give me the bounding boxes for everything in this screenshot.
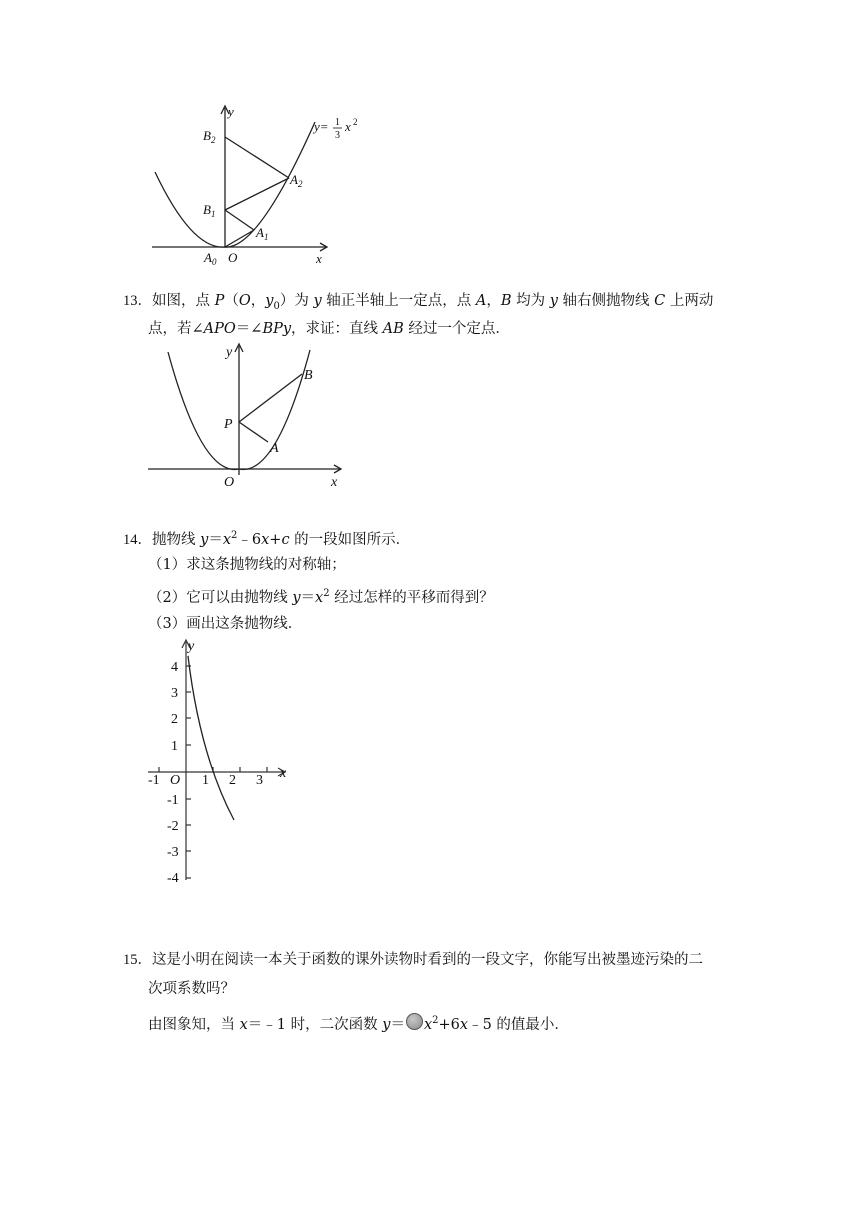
var-y: y bbox=[382, 1016, 391, 1033]
point-b-label: B bbox=[304, 368, 313, 383]
point-a1-label: $A_1$ bbox=[256, 225, 269, 242]
y-tick-label: -3 bbox=[167, 845, 179, 860]
figure-q14 bbox=[140, 636, 300, 886]
exponent: 2 bbox=[231, 530, 238, 541]
y-tick-label: 3 bbox=[171, 686, 178, 701]
var-y0: y bbox=[265, 293, 274, 309]
point-a0-label: $A_0$ bbox=[204, 250, 217, 267]
var-x: x bbox=[315, 589, 324, 606]
text: ＝ bbox=[208, 531, 223, 548]
text: + bbox=[269, 531, 282, 548]
text: 如图，点 bbox=[152, 293, 215, 309]
text: ，求证：直线 bbox=[291, 321, 383, 337]
text: ）为 bbox=[279, 293, 314, 309]
var-x: x bbox=[261, 531, 270, 548]
var-b: B bbox=[500, 293, 512, 309]
question-14-part-1: （1）求这条抛物线的对称轴； bbox=[148, 557, 346, 573]
question-14-stem bbox=[123, 526, 410, 550]
point-p-label: P bbox=[224, 417, 233, 432]
point-a2-label: $A_2$ bbox=[290, 172, 303, 189]
segment-b2-a2 bbox=[225, 137, 289, 178]
text: ， bbox=[250, 293, 266, 309]
exponent: 2 bbox=[323, 588, 330, 599]
x-tick-label: -1 bbox=[148, 773, 160, 788]
question-15-line-3 bbox=[148, 1011, 569, 1035]
text: （ bbox=[224, 293, 239, 309]
y-axis-label: y bbox=[226, 345, 233, 360]
x-axis-label: x bbox=[316, 251, 322, 266]
parabola-equation-x: x bbox=[345, 119, 351, 134]
y-tick-label: -4 bbox=[167, 871, 179, 886]
x-axis-label: x bbox=[280, 766, 287, 781]
origin-label: O bbox=[228, 250, 238, 265]
parabola-equation-numerator: 1 bbox=[335, 117, 340, 128]
text: 轴正半轴上一定点，点 bbox=[321, 293, 476, 309]
text: 的一段如图所示． bbox=[289, 531, 411, 548]
text: ＝ bbox=[300, 589, 316, 606]
y-tick-label: -1 bbox=[167, 793, 179, 808]
segment-o-a1 bbox=[225, 230, 254, 247]
text: 轴右侧抛物线 bbox=[557, 293, 655, 309]
y-tick-label: 1 bbox=[171, 739, 178, 754]
var-c: C bbox=[654, 293, 666, 309]
question-13-line-1 bbox=[123, 291, 713, 317]
question-14-part-3: （3）画出这条抛物线． bbox=[148, 616, 303, 632]
y-axis-label: y bbox=[228, 104, 234, 119]
text: ＝ bbox=[390, 1016, 405, 1033]
angle-apo: APO bbox=[203, 321, 236, 337]
point-a-label: A bbox=[270, 441, 279, 456]
y-axis-label: y bbox=[188, 639, 195, 654]
text: 均为 bbox=[511, 293, 550, 309]
question-number: 13． bbox=[123, 293, 152, 309]
origin-label: O bbox=[224, 475, 235, 490]
angle-bpy: BPy bbox=[262, 321, 292, 337]
figure-q12 bbox=[140, 100, 380, 270]
text: ＝﹣1 时，二次函数 bbox=[247, 1016, 383, 1033]
text: ﹣6 bbox=[237, 531, 262, 548]
segment-p-b bbox=[239, 374, 302, 422]
var-y: y bbox=[292, 589, 301, 606]
text: +6 bbox=[438, 1016, 460, 1033]
var-x: x bbox=[423, 1016, 433, 1033]
var-p: P bbox=[214, 293, 225, 309]
text: ﹣5 的值最小． bbox=[468, 1016, 569, 1033]
question-13-line-2 bbox=[148, 319, 510, 339]
text: 点，若∠ bbox=[148, 321, 204, 337]
origin-label: O bbox=[170, 773, 181, 788]
point-b1-label: $B_1$ bbox=[203, 202, 216, 219]
parabola-equation-exponent: 2 bbox=[353, 117, 358, 127]
text: ， bbox=[486, 293, 501, 309]
text: 上两动 bbox=[665, 293, 714, 309]
point-b2-label: $B_2$ bbox=[203, 128, 216, 145]
y-tick-label: 4 bbox=[171, 660, 178, 675]
var-c: c bbox=[281, 531, 290, 548]
subscript: 0 bbox=[273, 300, 280, 312]
y-tick-label: -2 bbox=[167, 819, 179, 834]
question-number: 15． bbox=[123, 952, 152, 968]
var-y: y bbox=[549, 293, 558, 309]
text: 经过怎样的平移而得到？ bbox=[329, 589, 494, 606]
parabola-equation-denominator: 3 bbox=[335, 130, 340, 141]
x-axis-label: x bbox=[331, 475, 338, 490]
var-x: x bbox=[239, 1016, 248, 1033]
text: 抛物线 bbox=[152, 531, 201, 548]
var-y: y bbox=[313, 293, 322, 309]
question-14-part-2 bbox=[148, 584, 494, 608]
x-tick-label: 3 bbox=[256, 773, 263, 788]
text: ＝∠ bbox=[235, 321, 263, 337]
text: 经过一个定点． bbox=[403, 321, 510, 337]
var-x: x bbox=[459, 1016, 469, 1033]
exponent: 2 bbox=[432, 1015, 439, 1026]
text: （2）它可以由抛物线 bbox=[148, 589, 293, 606]
segment-b1-a1 bbox=[225, 210, 254, 230]
line-ab: AB bbox=[382, 321, 404, 337]
segment-p-a bbox=[239, 422, 268, 442]
figure-q13 bbox=[140, 340, 360, 495]
text: 由图象知，当 bbox=[148, 1016, 240, 1033]
var-o: O bbox=[238, 293, 251, 309]
var-y: y bbox=[200, 531, 209, 548]
ink-blot-icon bbox=[406, 1013, 423, 1030]
y-tick-label: 2 bbox=[171, 712, 178, 727]
x-tick-label: 2 bbox=[229, 773, 236, 788]
var-a: A bbox=[475, 293, 487, 309]
question-15-line-1 bbox=[123, 950, 703, 970]
text: 这是小明在阅读一本关于函数的课外读物时看到的一段文字，你能写出被墨迹污染的二 bbox=[152, 952, 703, 968]
question-number: 14． bbox=[123, 531, 152, 548]
question-15-line-2: 次项系数吗？ bbox=[148, 981, 235, 997]
x-tick-label: 1 bbox=[202, 773, 209, 788]
parabola-segment bbox=[188, 656, 234, 820]
var-x: x bbox=[222, 531, 231, 548]
parabola-equation-lhs: y= bbox=[314, 119, 329, 134]
